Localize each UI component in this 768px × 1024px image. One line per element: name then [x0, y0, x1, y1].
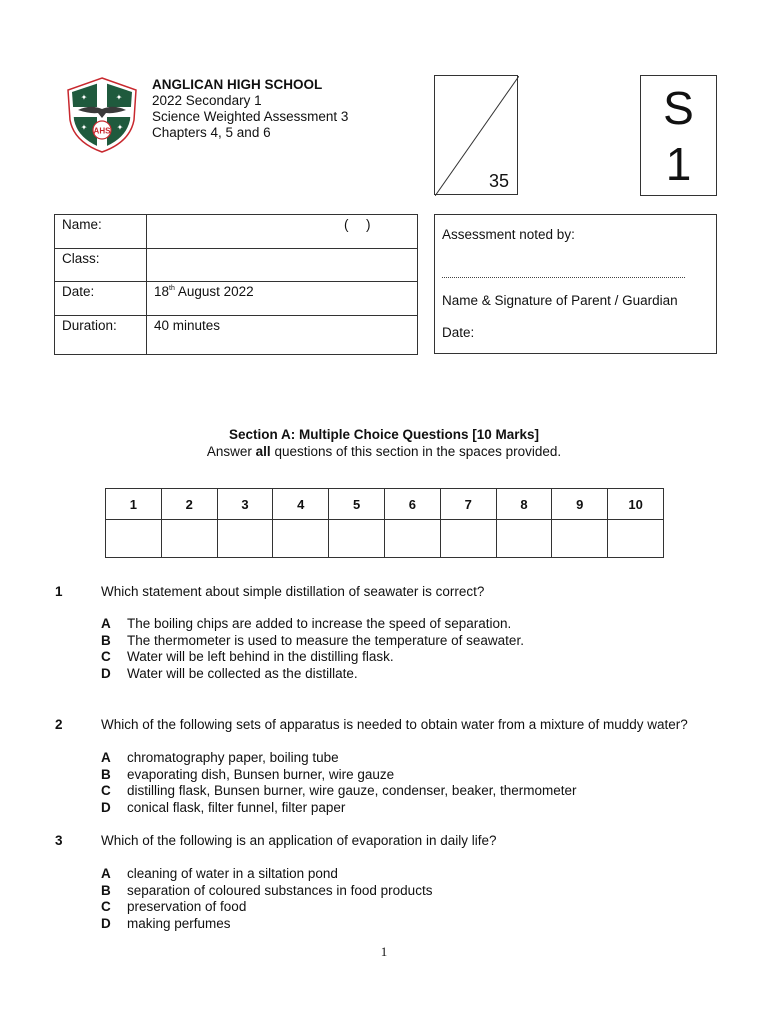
option-letter: C [101, 899, 111, 914]
assessment-year: 2022 Secondary 1 [152, 93, 262, 108]
page-number: 1 [380, 944, 388, 959]
option-letter: B [101, 632, 111, 648]
answer-header: 10 [608, 489, 664, 520]
section-title: Section A: Multiple Choice Questions [10 Marks] [228, 427, 540, 442]
option-a [101, 750, 577, 767]
series-number: 1 [665, 137, 692, 190]
answer-cell[interactable] [329, 520, 385, 558]
section-instruction [0, 443, 768, 460]
option-a [101, 866, 432, 883]
series-letter: S [663, 81, 694, 134]
option-text: Water will be left behind in the distilling flask. [127, 649, 394, 664]
answer-grid [105, 488, 664, 558]
answer-grid-row [106, 520, 664, 558]
question-options [101, 750, 577, 816]
option-a [101, 616, 524, 633]
date-value [147, 282, 418, 316]
option-text: making perfumes [127, 915, 231, 931]
option-text: The thermometer is used to measure the temperature of seawater. [127, 632, 524, 648]
answer-cell[interactable] [384, 520, 440, 558]
answer-header: 1 [106, 489, 162, 520]
student-info-table [54, 214, 418, 355]
option-letter: D [101, 915, 111, 931]
option-d [101, 916, 432, 933]
date-day: 18 [154, 284, 170, 299]
signature-line[interactable] [442, 277, 685, 278]
register-number-field[interactable] [344, 217, 388, 232]
class-row [55, 249, 418, 282]
question-options [101, 616, 524, 682]
question-number: 2 [55, 717, 63, 732]
option-text: distilling flask, Bunsen burner, wire gauze, condenser, beaker, thermometer [127, 783, 577, 798]
section-heading [0, 426, 768, 460]
instruction-post: questions of this section in the spaces provided. [270, 444, 562, 459]
svg-text:✦: ✦ [116, 123, 124, 132]
option-text: conical flask, filter funnel, filter paper [127, 799, 346, 815]
svg-text:AHS: AHS [93, 126, 111, 136]
option-text: preservation of food [127, 899, 247, 914]
name-row [55, 215, 418, 249]
answer-header: 8 [496, 489, 552, 520]
option-b [101, 767, 577, 784]
option-letter: C [101, 649, 111, 664]
answer-header: 5 [329, 489, 385, 520]
school-name: ANGLICAN HIGH SCHOOL [152, 77, 323, 92]
question-number: 3 [55, 833, 63, 848]
question-text: Which of the following sets of apparatus is needed to obtain water from a mixture of muddy water? [101, 717, 688, 732]
duration-value: 40 minutes [147, 316, 418, 355]
option-text: Water will be collected as the distillate. [127, 665, 358, 681]
name-label: Name: [55, 215, 147, 249]
answer-cell[interactable] [217, 520, 273, 558]
option-d [101, 800, 577, 817]
score-box [434, 75, 518, 195]
svg-text:✦: ✦ [115, 93, 123, 102]
answer-cell[interactable] [496, 520, 552, 558]
option-letter: A [101, 616, 111, 631]
date-row [55, 282, 418, 316]
option-d [101, 666, 524, 683]
parent-acknowledgement-box [434, 214, 717, 354]
date-label: Date: [55, 282, 147, 316]
option-c [101, 649, 524, 666]
question-options [101, 866, 432, 932]
option-text: The boiling chips are added to increase the speed of separation. [127, 616, 512, 631]
question-text: Which statement about simple distillation of seawater is correct? [101, 584, 485, 599]
duration-row [55, 316, 418, 355]
signature-label: Name & Signature of Parent / Guardian [442, 293, 678, 308]
answer-cell[interactable] [440, 520, 496, 558]
question-number: 1 [55, 584, 63, 599]
noted-by-label: Assessment noted by: [442, 227, 575, 242]
answer-cell[interactable] [273, 520, 329, 558]
answer-header: 3 [217, 489, 273, 520]
answer-header: 6 [384, 489, 440, 520]
answer-header: 9 [552, 489, 608, 520]
option-c [101, 899, 432, 916]
answer-cell[interactable] [608, 520, 664, 558]
question-text: Which of the following is an application of evaporation in daily life? [101, 833, 497, 848]
answer-header: 4 [273, 489, 329, 520]
assessment-title: Science Weighted Assessment 3 [152, 109, 349, 124]
parent-date-label: Date: [442, 325, 475, 340]
date-month-year: August 2022 [174, 284, 254, 299]
score-total: 35 [488, 171, 509, 191]
instruction-pre: Answer [206, 444, 256, 459]
answer-cell[interactable] [161, 520, 217, 558]
option-c [101, 783, 577, 800]
option-text: chromatography paper, boiling tube [127, 750, 339, 765]
paren-close: ) [366, 217, 371, 232]
answer-header: 2 [161, 489, 217, 520]
option-letter: B [101, 882, 111, 898]
class-field[interactable] [147, 249, 418, 282]
crest-shield-icon [64, 76, 140, 154]
answer-cell[interactable] [552, 520, 608, 558]
svg-text:✦: ✦ [80, 123, 88, 132]
school-crest-logo [64, 76, 140, 154]
option-letter: A [101, 866, 111, 881]
school-header [152, 77, 348, 141]
option-letter: C [101, 783, 111, 798]
option-text: separation of coloured substances in food products [127, 882, 433, 898]
option-b [101, 633, 524, 650]
answer-grid-header [106, 489, 664, 520]
option-letter: A [101, 750, 111, 765]
paren-open: ( [344, 217, 349, 232]
option-letter: D [101, 799, 111, 815]
series-box [640, 75, 717, 196]
option-text: evaporating dish, Bunsen burner, wire gauze [127, 766, 395, 782]
svg-text:✦: ✦ [80, 93, 88, 102]
date-suffix: th [169, 285, 175, 292]
option-text: cleaning of water in a siltation pond [127, 866, 338, 881]
option-letter: B [101, 766, 111, 782]
answer-header: 7 [440, 489, 496, 520]
option-b [101, 883, 432, 900]
answer-cell[interactable] [106, 520, 162, 558]
assessment-chapters: Chapters 4, 5 and 6 [152, 125, 271, 140]
class-label: Class: [55, 249, 147, 282]
name-field[interactable] [147, 215, 418, 249]
option-letter: D [101, 665, 111, 681]
instruction-bold: all [255, 444, 271, 459]
duration-label: Duration: [55, 316, 147, 355]
